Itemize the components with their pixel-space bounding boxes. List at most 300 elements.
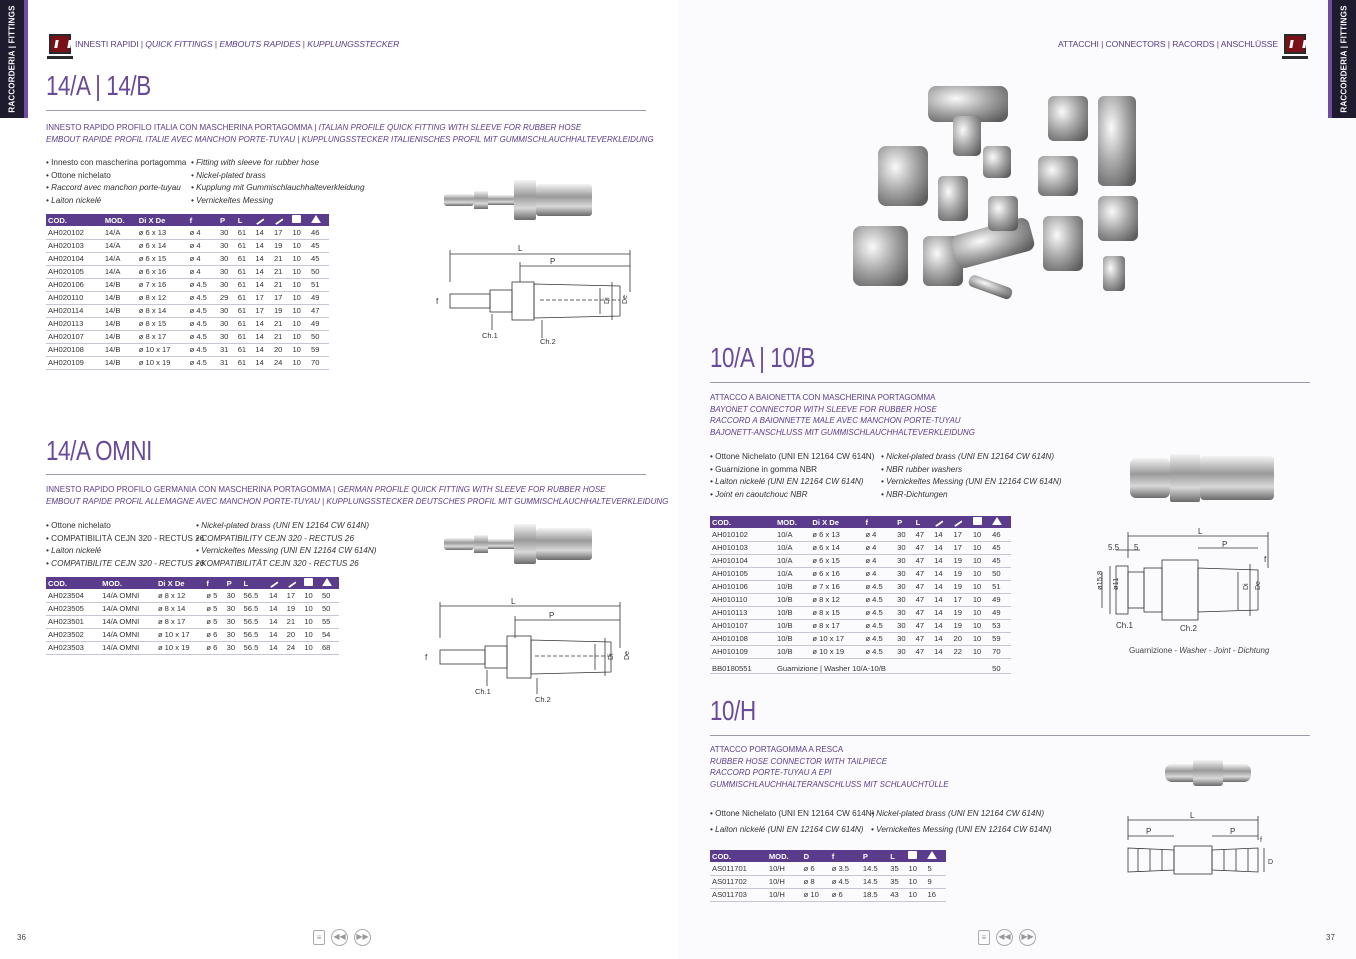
section-title-10a-10b: 10/A | 10/B bbox=[710, 342, 815, 373]
table-cell: 30 bbox=[895, 567, 914, 580]
technical-drawing-10a bbox=[1088, 528, 1288, 638]
bullets-col1: • Ottone Nichelato (UNI EN 12164 CW 614N) • Laiton nickelé (UNI EN 12164 CW 614N) bbox=[710, 806, 874, 838]
table-cell: 10/H bbox=[767, 862, 802, 875]
table-cell: ø 4.5 bbox=[863, 619, 895, 632]
table-cell: 61 bbox=[236, 265, 254, 278]
table-cell: AH023504 bbox=[46, 589, 100, 602]
table-cell: 10 bbox=[302, 602, 320, 615]
table-cell: 14/B bbox=[103, 304, 137, 317]
table-cell: ø 4 bbox=[863, 554, 895, 567]
table-cell: 14 bbox=[267, 628, 285, 641]
column-header: P bbox=[895, 516, 914, 528]
weight-icon bbox=[990, 516, 1011, 528]
wrench-icon bbox=[932, 516, 951, 528]
table-cell: ø 8 x 17 bbox=[137, 330, 188, 343]
table-cell: 22 bbox=[951, 645, 970, 658]
table-row bbox=[46, 317, 329, 330]
page-number: 37 bbox=[1326, 933, 1335, 942]
table-cell: 14/A OMNI bbox=[100, 589, 156, 602]
table-cell: 50 bbox=[320, 589, 339, 602]
table-cell: ø 3.5 bbox=[830, 862, 861, 875]
table-cell: ø 4.5 bbox=[188, 356, 218, 369]
table-cell: 24 bbox=[285, 641, 303, 654]
table-cell: 14/A OMNI bbox=[100, 615, 156, 628]
table-header bbox=[46, 214, 329, 226]
wrench-icon bbox=[253, 214, 272, 226]
dim-D: D bbox=[1268, 859, 1274, 866]
dim-P: P bbox=[549, 611, 555, 620]
table-cell: 61 bbox=[236, 304, 254, 317]
side-tab bbox=[0, 0, 28, 118]
column-header: Di X De bbox=[810, 516, 863, 528]
table-cell: 47 bbox=[914, 645, 933, 658]
table-cell: 10 bbox=[971, 619, 990, 632]
table-cell: ø 4 bbox=[188, 239, 218, 252]
table-row bbox=[710, 619, 1011, 632]
table-cell: 19 bbox=[285, 602, 303, 615]
table-cell: 46 bbox=[990, 528, 1011, 541]
dim-De: De bbox=[624, 651, 631, 660]
table-cell: 47 bbox=[914, 593, 933, 606]
bullets-col2: • Nickel-plated brass (UNI EN 12164 CW 614N) • COMPATIBILITY CEJN 320 - RECTUS 26 • Vernickeltes Messing (UNI EN 12164 CW 614N) • KOMPATIBILITÄT CEJN 320 - RECTUS 26 bbox=[196, 520, 377, 570]
prev-page-icon[interactable]: ◀◀ bbox=[996, 929, 1013, 946]
table-cell: 10 bbox=[290, 356, 309, 369]
table-cell: 10/B bbox=[775, 632, 810, 645]
table-cell: AH010106 bbox=[710, 580, 775, 593]
table-cell: 30 bbox=[895, 593, 914, 606]
table-row bbox=[46, 304, 329, 317]
table-cell: 30 bbox=[225, 641, 242, 654]
table-cell: 45 bbox=[990, 541, 1011, 554]
dim-ch1: Ch.1 bbox=[482, 331, 498, 340]
section-title-10h: 10/H bbox=[710, 695, 756, 726]
column-header: L bbox=[236, 214, 254, 226]
dim-ch1: Ch.1 bbox=[475, 687, 491, 696]
next-page-icon[interactable]: ▶▶ bbox=[1019, 929, 1036, 946]
table-cell: 10 bbox=[906, 875, 925, 888]
column-header: COD. bbox=[710, 516, 775, 528]
table-cell: ø 7 x 16 bbox=[137, 278, 188, 291]
table-cell: 17 bbox=[951, 528, 970, 541]
wrench-icon bbox=[285, 577, 303, 589]
table-cell: 10 bbox=[971, 593, 990, 606]
table-cell: 14/A OMNI bbox=[100, 641, 156, 654]
table-cell: AH020109 bbox=[46, 356, 103, 369]
table-cell: ø 4 bbox=[863, 567, 895, 580]
table-cell: 14 bbox=[253, 239, 272, 252]
table-row bbox=[46, 628, 339, 641]
side-tab-label: RACCORDERIA | FITTINGS bbox=[1339, 5, 1349, 113]
table-cell: 10 bbox=[290, 239, 309, 252]
table-cell: AH010110 bbox=[710, 593, 775, 606]
section-desc: ATTACCO PORTAGOMMA A RESCA RUBBER HOSE CONNECTOR WITH TAILPIECE RACCORD PORTE-TUYAU A EPI GUMMISCHLAUCHHALTERANSCHLUSS MIT SCHLAUCHTÜLLE bbox=[710, 745, 949, 789]
table-row bbox=[46, 278, 329, 291]
table-cell: 30 bbox=[225, 615, 242, 628]
table-row bbox=[46, 252, 329, 265]
table-cell: AH020106 bbox=[46, 278, 103, 291]
table-cell: 61 bbox=[236, 291, 254, 304]
dim-ch2: Ch.2 bbox=[540, 337, 556, 346]
side-tab bbox=[1328, 0, 1356, 118]
table-cell: 14 bbox=[253, 356, 272, 369]
table-cell: 24 bbox=[272, 356, 291, 369]
table-cell: 50 bbox=[990, 658, 1011, 673]
divider bbox=[710, 382, 1310, 383]
table-cell: 61 bbox=[236, 226, 254, 239]
table-cell: 47 bbox=[914, 619, 933, 632]
column-header: P bbox=[225, 577, 242, 589]
dim-De: De bbox=[622, 295, 629, 304]
table-cell: 30 bbox=[895, 645, 914, 658]
table-cell: 53 bbox=[990, 619, 1011, 632]
table-cell: ø 10 x 17 bbox=[810, 632, 863, 645]
prev-page-icon[interactable]: ◀◀ bbox=[331, 929, 348, 946]
table-cell: AH020104 bbox=[46, 252, 103, 265]
table-cell: 19 bbox=[272, 304, 291, 317]
table-cell: ø 10 x 19 bbox=[137, 356, 188, 369]
column-header: L bbox=[914, 516, 933, 528]
table-cell: 21 bbox=[272, 265, 291, 278]
table-cell: 14 bbox=[932, 567, 951, 580]
table-row bbox=[46, 589, 339, 602]
table-cell: 30 bbox=[225, 589, 242, 602]
page-nav bbox=[313, 929, 371, 946]
table-cell: AH023502 bbox=[46, 628, 100, 641]
table-cell: ø 4.5 bbox=[863, 645, 895, 658]
table-cell: 30 bbox=[895, 580, 914, 593]
section-desc: INNESTO RAPIDO PROFILO GERMANIA CON MASCHERINA PORTAGOMMA | GERMAN PROFILE QUICK FITTING WITH SLEEVE FOR RUBBER HOSE EMBOUT RAPIDE PROFIL ALLEMAGNE AVEC MANCHON PORTE-TUYAU | KUPPLUNGSSTECKER DEUTSCHES PROFIL MIT GUMMISCHLAUCHHALTEVERKLEIDUNG bbox=[46, 485, 669, 506]
table-row bbox=[710, 554, 1011, 567]
table-cell: 43 bbox=[888, 888, 906, 901]
table-cell: AH020110 bbox=[46, 291, 103, 304]
table-cell: 56.5 bbox=[242, 589, 267, 602]
table-cell: 10 bbox=[290, 252, 309, 265]
product-photo-10h bbox=[1163, 756, 1253, 788]
table-cell: 30 bbox=[895, 528, 914, 541]
table-row bbox=[46, 641, 339, 654]
table-cell: 10 bbox=[290, 278, 309, 291]
table-row bbox=[46, 226, 329, 239]
table-cell: 19 bbox=[272, 239, 291, 252]
table-cell: 19 bbox=[951, 606, 970, 619]
dim-5-5: 5.5 bbox=[1108, 543, 1120, 552]
table-cell: 50 bbox=[309, 265, 329, 278]
column-header: MOD. bbox=[100, 577, 156, 589]
dim-d158: ø15.8 bbox=[1095, 570, 1104, 590]
table-cell: 14/A OMNI bbox=[100, 628, 156, 641]
table-cell: 17 bbox=[253, 304, 272, 317]
table-cell: 30 bbox=[218, 317, 236, 330]
table-cell: 70 bbox=[990, 645, 1011, 658]
table-cell: AH010108 bbox=[710, 632, 775, 645]
table-cell: ø 8 x 17 bbox=[156, 615, 204, 628]
table-cell: 14/B bbox=[103, 343, 137, 356]
table-cell: ø 8 x 15 bbox=[137, 317, 188, 330]
table-cell: 31 bbox=[218, 343, 236, 356]
table-cell: ø 8 bbox=[802, 875, 830, 888]
table-cell: ø 8 x 14 bbox=[137, 304, 188, 317]
table-cell: 14/A bbox=[103, 265, 137, 278]
table-row bbox=[46, 239, 329, 252]
dim-Di: Di bbox=[604, 297, 611, 304]
table-cell: 14 bbox=[253, 317, 272, 330]
table-cell: 21 bbox=[272, 330, 291, 343]
table-cell: ø 8 x 12 bbox=[810, 593, 863, 606]
page-header: ATTACCHI | CONNECTORS | RACORDS | ANSCHLÜSSE bbox=[1057, 39, 1278, 49]
table-cell: 21 bbox=[272, 278, 291, 291]
table-cell: 45 bbox=[309, 252, 329, 265]
toc-icon[interactable]: ≡ bbox=[313, 930, 325, 945]
table-cell: 56.5 bbox=[242, 602, 267, 615]
column-header: L bbox=[242, 577, 267, 589]
weight-icon bbox=[925, 850, 946, 862]
table-cell: 10 bbox=[971, 632, 990, 645]
spec-table-10a-10b bbox=[710, 516, 1011, 674]
table-row bbox=[710, 567, 1011, 580]
table-cell: ø 4 bbox=[188, 265, 218, 278]
table-cell: 10 bbox=[971, 567, 990, 580]
table-cell: 10/H bbox=[767, 888, 802, 901]
column-header: Di X De bbox=[156, 577, 204, 589]
table-cell: AH020114 bbox=[46, 304, 103, 317]
table-cell: 55 bbox=[320, 615, 339, 628]
table-cell: 18.5 bbox=[861, 888, 888, 901]
column-header: COD. bbox=[46, 577, 100, 589]
table-row bbox=[710, 580, 1011, 593]
table-header bbox=[710, 516, 1011, 528]
table-cell: 14/B bbox=[103, 356, 137, 369]
dim-P: P bbox=[1222, 540, 1228, 549]
table-cell: 50 bbox=[309, 330, 329, 343]
table-cell: ø 4 bbox=[188, 226, 218, 239]
table-cell: 56.5 bbox=[242, 615, 267, 628]
table-cell: 10 bbox=[971, 528, 990, 541]
table-cell: AH023505 bbox=[46, 602, 100, 615]
table-cell: 30 bbox=[218, 226, 236, 239]
table-cell: ø 6 bbox=[204, 641, 224, 654]
dim-L: L bbox=[518, 244, 523, 253]
table-cell: 14 bbox=[267, 641, 285, 654]
bullets-col1: • Ottone nichelato • COMPATIBILITÀ CEJN 320 - RECTUS 26 • Laiton nickelé • COMPATIBILITE CEJN 320 - RECTUS 26 bbox=[46, 520, 204, 570]
dim-Di: Di bbox=[1243, 583, 1250, 590]
table-cell: 10/B bbox=[775, 645, 810, 658]
table-cell: ø 10 bbox=[802, 888, 830, 901]
column-header: P bbox=[218, 214, 236, 226]
table-cell: 10/B bbox=[775, 593, 810, 606]
weight-icon bbox=[320, 577, 339, 589]
table-cell: ø 4.5 bbox=[188, 291, 218, 304]
column-header: MOD. bbox=[767, 850, 802, 862]
bullets-col1: • Innesto con mascherina portagomma • Ottone nichelato • Raccord avec manchon porte-tuyau • Laiton nickelé bbox=[46, 157, 186, 207]
table-row bbox=[710, 606, 1011, 619]
table-cell: 14/A bbox=[103, 239, 137, 252]
dim-ch2: Ch.2 bbox=[535, 695, 551, 704]
table-cell: 61 bbox=[236, 278, 254, 291]
table-cell: 59 bbox=[990, 632, 1011, 645]
table-cell: ø 6 x 14 bbox=[810, 541, 863, 554]
table-cell: AH020103 bbox=[46, 239, 103, 252]
dim-De: De bbox=[1255, 581, 1262, 590]
table-cell: ø 10 x 17 bbox=[137, 343, 188, 356]
product-photo-14a-omni bbox=[440, 520, 600, 570]
table-cell: ø 6 x 15 bbox=[810, 554, 863, 567]
table-cell: 19 bbox=[951, 554, 970, 567]
table-row bbox=[46, 602, 339, 615]
table-cell: 45 bbox=[990, 554, 1011, 567]
table-cell: 10 bbox=[971, 554, 990, 567]
table-cell: 30 bbox=[218, 278, 236, 291]
table-cell: ø 4 bbox=[863, 541, 895, 554]
table-row bbox=[710, 593, 1011, 606]
table-cell: ø 4.5 bbox=[830, 875, 861, 888]
table-cell: 31 bbox=[218, 356, 236, 369]
dim-f: f bbox=[436, 297, 439, 306]
spec-table-14a-14b bbox=[46, 214, 329, 370]
table-cell: 14.5 bbox=[861, 862, 888, 875]
table-cell: ø 4.5 bbox=[188, 330, 218, 343]
table-cell: 10/A bbox=[775, 554, 810, 567]
table-row bbox=[710, 888, 946, 901]
table-cell: 47 bbox=[914, 567, 933, 580]
table-cell: 17 bbox=[951, 541, 970, 554]
wrench-icon bbox=[267, 577, 285, 589]
table-cell: AH010103 bbox=[710, 541, 775, 554]
table-cell: ø 10 x 17 bbox=[156, 628, 204, 641]
table-cell: 59 bbox=[309, 343, 329, 356]
spec-table-14a-omni bbox=[46, 577, 339, 655]
weight-icon bbox=[309, 214, 329, 226]
page-header: INNESTI RAPIDI | QUICK FITTINGS | EMBOUTS RAPIDES | KUPPLUNGSSTECKER bbox=[75, 39, 400, 49]
table-cell: ø 6 x 16 bbox=[137, 265, 188, 278]
column-header: MOD. bbox=[775, 516, 810, 528]
table-cell: 17 bbox=[285, 589, 303, 602]
table-cell: ø 8 x 12 bbox=[156, 589, 204, 602]
technical-drawing-14a-omni bbox=[415, 598, 635, 708]
next-page-icon[interactable]: ▶▶ bbox=[354, 929, 371, 946]
table-cell: 14 bbox=[253, 343, 272, 356]
table-cell: ø 6 x 14 bbox=[137, 239, 188, 252]
table-row bbox=[710, 541, 1011, 554]
table-cell: 9 bbox=[925, 875, 946, 888]
table-cell: 47 bbox=[914, 541, 933, 554]
table-cell: 61 bbox=[236, 252, 254, 265]
table-cell: AH010109 bbox=[710, 645, 775, 658]
table-row bbox=[46, 330, 329, 343]
table-cell: AH020107 bbox=[46, 330, 103, 343]
table-cell: ø 8 x 15 bbox=[810, 606, 863, 619]
table-cell: 49 bbox=[990, 606, 1011, 619]
table-cell: ø 4.5 bbox=[863, 580, 895, 593]
technical-drawing-10h bbox=[1118, 811, 1274, 882]
table-cell: ø 4.5 bbox=[188, 304, 218, 317]
table-cell: AH023501 bbox=[46, 615, 100, 628]
product-photo-10a bbox=[1128, 448, 1278, 506]
table-cell: AH010113 bbox=[710, 606, 775, 619]
toc-icon[interactable]: ≡ bbox=[978, 930, 990, 945]
table-cell: AH020102 bbox=[46, 226, 103, 239]
spec-table-10h bbox=[710, 850, 946, 902]
table-cell: ø 4.5 bbox=[863, 606, 895, 619]
table-cell: 10 bbox=[906, 888, 925, 901]
table-cell: 49 bbox=[309, 317, 329, 330]
table-cell: 56.5 bbox=[242, 628, 267, 641]
table-cell: 10 bbox=[302, 589, 320, 602]
column-header: f bbox=[188, 214, 218, 226]
table-cell: AS011703 bbox=[710, 888, 767, 901]
table-cell: 47 bbox=[914, 632, 933, 645]
table-cell: 51 bbox=[990, 580, 1011, 593]
table-cell: 10/A bbox=[775, 528, 810, 541]
table-cell: 10/H bbox=[767, 875, 802, 888]
table-cell: BB0180551 bbox=[710, 658, 775, 673]
table-cell: ø 6 bbox=[204, 628, 224, 641]
technical-drawing-14a bbox=[430, 242, 645, 352]
table-cell: 30 bbox=[218, 304, 236, 317]
table-row bbox=[46, 265, 329, 278]
dim-P1: P bbox=[1146, 827, 1152, 836]
table-cell: 14 bbox=[253, 226, 272, 239]
table-cell: AH010104 bbox=[710, 554, 775, 567]
table-cell: 10 bbox=[971, 645, 990, 658]
table-cell: 47 bbox=[914, 554, 933, 567]
divider bbox=[46, 110, 646, 111]
table-cell: 14 bbox=[932, 541, 951, 554]
table-cell: 14 bbox=[932, 528, 951, 541]
table-cell: ø 10 x 19 bbox=[156, 641, 204, 654]
table-cell: Guarnizione | Washer 10/A-10/B bbox=[775, 658, 990, 673]
table-cell: 20 bbox=[951, 632, 970, 645]
bullets-col2: • Fitting with sleeve for rubber hose • Nickel-plated brass • Kupplung mit Gummischlauchhalteverkleidung • Vernickeltes Messing bbox=[191, 157, 365, 207]
table-cell: 10 bbox=[290, 304, 309, 317]
table-cell: 10 bbox=[302, 615, 320, 628]
divider bbox=[46, 474, 646, 475]
column-header: L bbox=[888, 850, 906, 862]
column-header: Di X De bbox=[137, 214, 188, 226]
table-cell: 47 bbox=[914, 528, 933, 541]
section-title-14a-omni: 14/A OMNI bbox=[46, 435, 152, 466]
wrench-icon bbox=[272, 214, 291, 226]
dim-d11: ø11 bbox=[1111, 577, 1120, 590]
dim-5: 5 bbox=[1134, 543, 1139, 552]
table-cell: 30 bbox=[895, 606, 914, 619]
table-header bbox=[710, 850, 946, 862]
table-cell: ø 6 x 13 bbox=[137, 226, 188, 239]
table-cell: 50 bbox=[990, 567, 1011, 580]
table-cell: 30 bbox=[218, 252, 236, 265]
dim-P2: P bbox=[1230, 827, 1236, 836]
table-cell: 30 bbox=[895, 632, 914, 645]
section-title-14a-14b: 14/A | 14/B bbox=[46, 70, 151, 101]
table-cell: 19 bbox=[951, 567, 970, 580]
dim-ch2: Ch.2 bbox=[1180, 624, 1197, 633]
column-header: D bbox=[802, 850, 830, 862]
table-cell: 10 bbox=[302, 628, 320, 641]
table-cell: 14/B bbox=[103, 278, 137, 291]
table-cell: 47 bbox=[309, 304, 329, 317]
table-cell: ø 4.5 bbox=[863, 632, 895, 645]
table-cell: 14 bbox=[932, 554, 951, 567]
wrench-icon bbox=[951, 516, 970, 528]
table-cell: AH010102 bbox=[710, 528, 775, 541]
table-cell: 10 bbox=[971, 580, 990, 593]
table-cell: 21 bbox=[272, 252, 291, 265]
table-cell: AH020105 bbox=[46, 265, 103, 278]
table-cell: ø 10 x 19 bbox=[810, 645, 863, 658]
table-cell: 10 bbox=[290, 226, 309, 239]
table-cell: 61 bbox=[236, 343, 254, 356]
table-row bbox=[710, 632, 1011, 645]
table-cell: 19 bbox=[951, 619, 970, 632]
